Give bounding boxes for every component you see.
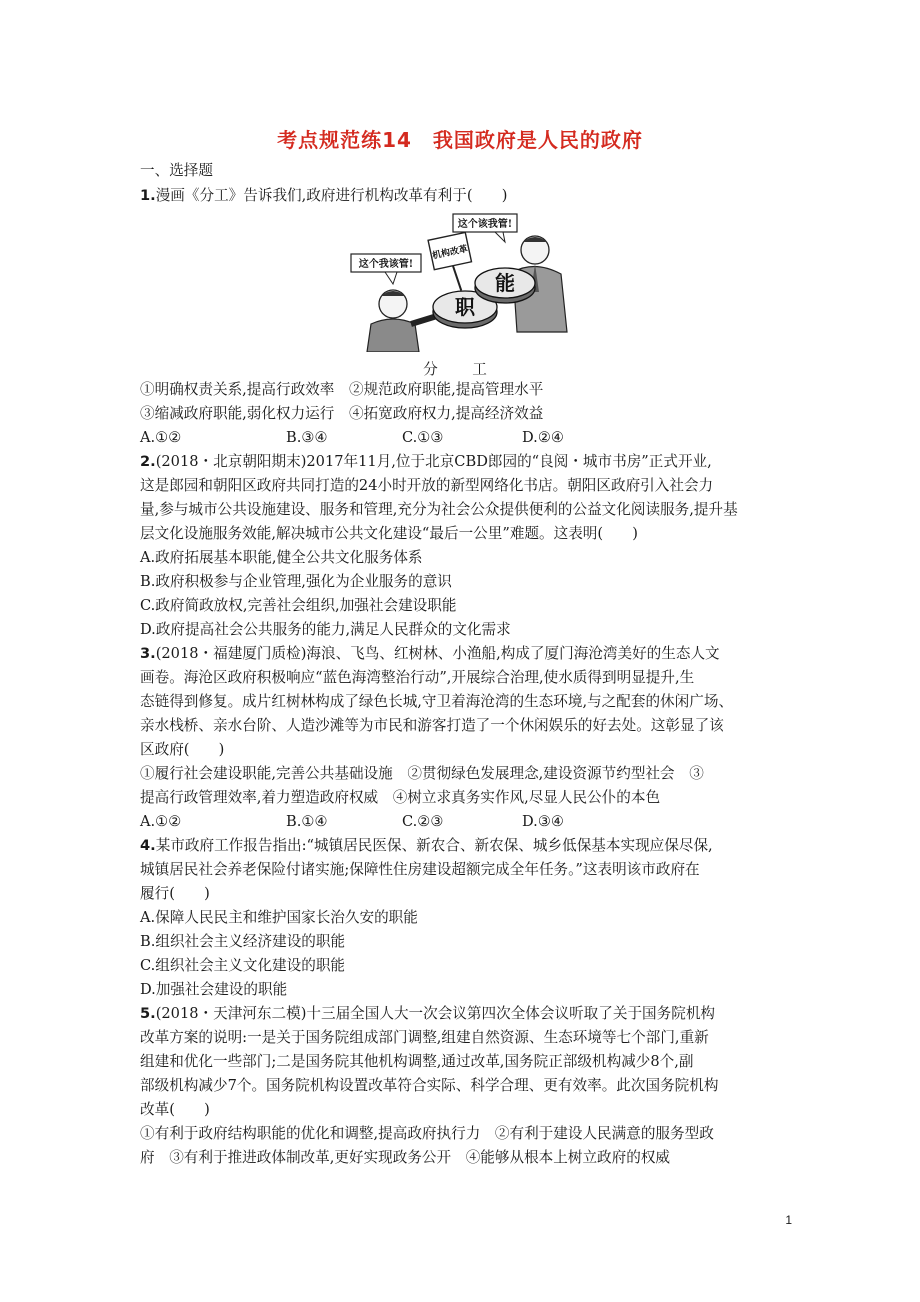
q2-text-line-4: 层文化设施服务效能,解决城市公共文化建设“最后一公里”难题。这表明( ) [140, 525, 638, 542]
q5-text-line-5: 改革( ) [140, 1101, 210, 1118]
q4-text-line-3: 履行( ) [140, 885, 210, 902]
question-number: 2. [140, 453, 156, 470]
bubble-left-text: 这个我该管! [358, 259, 414, 270]
q1-choices [140, 429, 790, 447]
q1-options-line-1: ①明确权责关系,提高行政效率 ②规范政府职能,提高管理水平 [140, 381, 544, 398]
choice-a[interactable]: A.①② [140, 813, 182, 830]
q2-option-d[interactable]: D.政府提高社会公共服务的能力,满足人民群众的文化需求 [140, 621, 511, 638]
cartoon-caption: 分 工 [423, 361, 497, 378]
reform-sign [428, 232, 477, 295]
q1-options-line-2: ③缩减政府职能,弱化权力运行 ④拓宽政府权力,提高经济效益 [140, 405, 544, 422]
choice-c[interactable]: C.①③ [402, 429, 444, 446]
plate-left-text: 职 [455, 295, 475, 319]
choice-a[interactable]: A.①② [140, 429, 182, 446]
sign-text: 机构改革 [431, 244, 469, 262]
q4-option-c[interactable]: C.组织社会主义文化建设的职能 [140, 957, 346, 974]
q3-choices [140, 813, 790, 831]
question-3 [140, 645, 790, 663]
question-number: 1. [140, 187, 156, 204]
q4-text-line-2: 城镇居民社会养老保险付诸实施;保障性住房建设超额完成全年任务。”这表明该市政府在 [140, 861, 700, 878]
q2-option-a[interactable]: A.政府拓展基本职能,健全公共文化服务体系 [140, 549, 423, 566]
q3-options-line-1: ①履行社会建设职能,完善公共基础设施 ②贯彻绿色发展理念,建设资源节约型社会 ③ [140, 765, 704, 782]
q3-text-line-4: 亲水栈桥、亲水台阶、人造沙滩等为市民和游客打造了一个休闲娱乐的好去处。这彰显了该 [140, 717, 724, 734]
q2-text-line-2: 这是郎园和朝阳区政府共同打造的24小时开放的新型网络化书店。朝阳区政府引入社会力 [140, 477, 714, 494]
question-text-line: 某市政府工作报告指出:“城镇居民医保、新农合、新农保、城乡低保基本实现应保尽保, [155, 837, 713, 854]
section-heading: 一、选择题 [140, 162, 213, 179]
choice-c[interactable]: C.②③ [402, 813, 444, 830]
choice-b[interactable]: B.③④ [286, 429, 328, 446]
q5-text-line-2: 改革方案的说明:一是关于国务院组成部门调整,组建自然资源、生态环境等七个部门,重新 [140, 1029, 709, 1046]
question-text-line: (2018・北京朝阳期末)2017年11月,位于北京CBD郎园的“良阅・城市书房”正式开业, [155, 453, 712, 470]
question-4 [140, 837, 790, 855]
q2-text-line-3: 量,参与城市公共设施建设、服务和管理,充分为社会公众提供便利的公益文化阅读服务,提升基 [140, 501, 738, 518]
q4-option-d[interactable]: D.加强社会建设的职能 [140, 981, 288, 998]
question-text-line: (2018・福建厦门质检)海浪、飞鸟、红树林、小渔船,构成了厦门海沧湾美好的生态人文 [155, 645, 720, 662]
cartoon-illustration [345, 212, 575, 352]
q5-options-line-1: ①有利于政府结构职能的优化和调整,提高政府执行力 ②有利于建设人民满意的服务型政 [140, 1125, 714, 1142]
q5-text-line-4: 部级机构减少7个。国务院机构设置改革符合实际、科学合理、更有效率。此次国务院机构 [140, 1077, 719, 1094]
page-number: 1 [785, 1213, 792, 1227]
question-text: 漫画《分工》告诉我们,政府进行机构改革有利于( ) [155, 187, 508, 204]
question-1 [140, 187, 790, 205]
question-2 [140, 453, 790, 471]
choice-d[interactable]: D.③④ [522, 813, 564, 830]
plate-right [475, 268, 535, 303]
official-left [367, 290, 437, 352]
q3-text-line-5: 区政府( ) [140, 741, 225, 758]
q3-text-line-3: 态链得到修复。成片红树林构成了绿色长城,守卫着海沧湾的生态环境,与之配套的休闲广场、 [140, 693, 734, 710]
page-title: 考点规范练14 我国政府是人民的政府 [277, 128, 643, 152]
question-number: 4. [140, 837, 156, 854]
q4-option-b[interactable]: B.组织社会主义经济建设的职能 [140, 933, 346, 950]
question-text-line: (2018・天津河东二模)十三届全国人大一次会议第四次全体会议听取了关于国务院机构 [155, 1005, 716, 1022]
q5-options-line-2: 府 ③有利于推进政体制改革,更好实现政务公开 ④能够从根本上树立政府的权威 [140, 1149, 671, 1166]
plate-right-text: 能 [495, 271, 515, 295]
q2-option-b[interactable]: B.政府积极参与企业管理,强化为企业服务的意识 [140, 573, 452, 590]
question-number: 3. [140, 645, 156, 662]
q3-options-line-2: 提高行政管理效率,着力塑造政府权威 ④树立求真务实作风,尽显人民公仆的本色 [140, 789, 661, 806]
q3-text-line-2: 画卷。海沧区政府积极响应“蓝色海湾整治行动”,开展综合治理,使水质得到明显提升,生 [140, 669, 695, 686]
q2-option-c[interactable]: C.政府简政放权,完善社会组织,加强社会建设职能 [140, 597, 457, 614]
bubble-right-text: 这个该我管! [457, 219, 513, 230]
q4-option-a[interactable]: A.保障人民民主和维护国家长治久安的职能 [140, 909, 418, 926]
question-number: 5. [140, 1005, 156, 1022]
q5-text-line-3: 组建和优化一些部门;二是国务院其他机构调整,通过改革,国务院正部级机构减少8个,副 [140, 1053, 694, 1070]
question-5 [140, 1005, 790, 1023]
choice-d[interactable]: D.②④ [522, 429, 564, 446]
choice-b[interactable]: B.①④ [286, 813, 328, 830]
